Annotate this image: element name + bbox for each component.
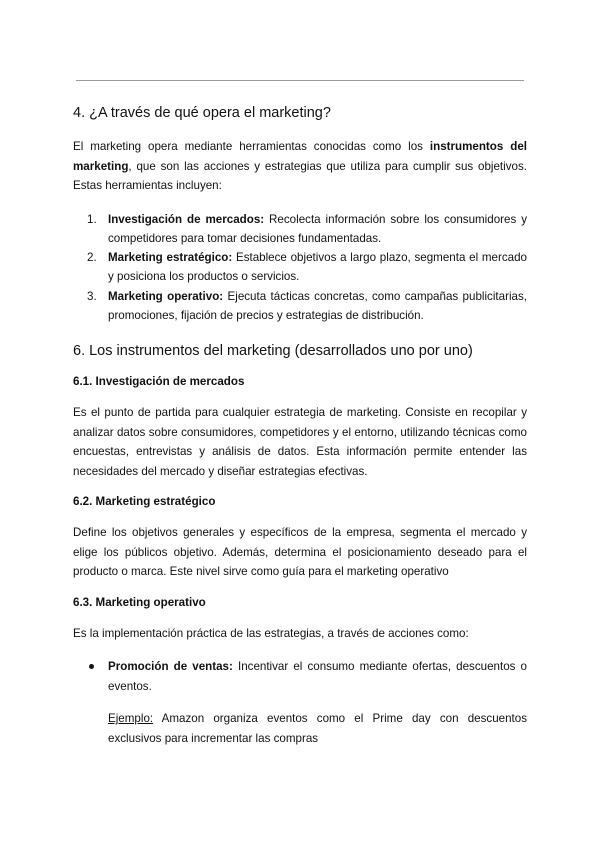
subsection-6-2-heading: 6.2. Marketing estratégico xyxy=(73,495,216,509)
example-label: Ejemplo: xyxy=(108,712,154,726)
instruments-list xyxy=(73,210,527,326)
document-page xyxy=(73,100,527,748)
list-item: 1. Investigación de mercados: Recolecta información sobre los consumidores y competidores para tomar decisiones fundamentadas. xyxy=(87,212,527,245)
subsection-6-2-text: Define los objetivos generales y específicos de la empresa, segmenta el mercado y elige los públicos objetivo. Además, determina el posicionamiento deseado para el producto o marca. Este nivel sirve como guía para el marketing operativo xyxy=(73,526,527,579)
operative-bullets xyxy=(73,657,527,697)
subsection-6-1-text: Es el punto de partida para cualquier estrategia de marketing. Consiste en recopilar y analizar datos sobre consumidores, competidores y el entorno, utilizando técnicas como encuestas, entrevistas y análisis de datos. Esta información permite entender las necesidades del mercado y diseñar estrategias efectivas. xyxy=(73,406,527,478)
list-item: 3. Marketing operativo: Ejecuta tácticas concretas, como campañas publicitarias, promociones, fijación de precios y estrategias de distribución. xyxy=(87,289,527,322)
list-item: 2. Marketing estratégico: Establece objetivos a largo plazo, segmenta el mercado y posiciona los productos o servicios. xyxy=(87,251,527,284)
bullet-dot xyxy=(89,664,94,669)
subsection-6-3-text: Es la implementación práctica de las estrategias, a través de acciones como: xyxy=(73,626,469,640)
subsection-6-1-heading: 6.1. Investigación de mercados xyxy=(73,375,245,389)
section-6-heading: 6. Los instrumentos del marketing (desarrollados uno por uno) xyxy=(73,343,473,360)
subsection-6-3-heading: 6.3. Marketing operativo xyxy=(73,595,206,609)
intro-bold-term: instrumentos del marketing xyxy=(73,140,527,173)
example-paragraph: Ejemplo: Amazon organiza eventos como el Prime day con descuentos exclusivos para incrementar las compras xyxy=(108,712,527,745)
section-4-heading: 4. ¿A través de qué opera el marketing? xyxy=(73,105,331,121)
section-4-intro: El marketing opera mediante herramientas conocidas como los instrumentos del marketing, que son las acciones y estrategias que utiliza para cumplir sus objetivos. Estas herramientas incluyen: xyxy=(73,140,527,192)
list-item: Promoción de ventas: Incentivar el consumo mediante ofertas, descuentos o eventos. xyxy=(73,657,527,697)
top-divider xyxy=(76,80,524,81)
